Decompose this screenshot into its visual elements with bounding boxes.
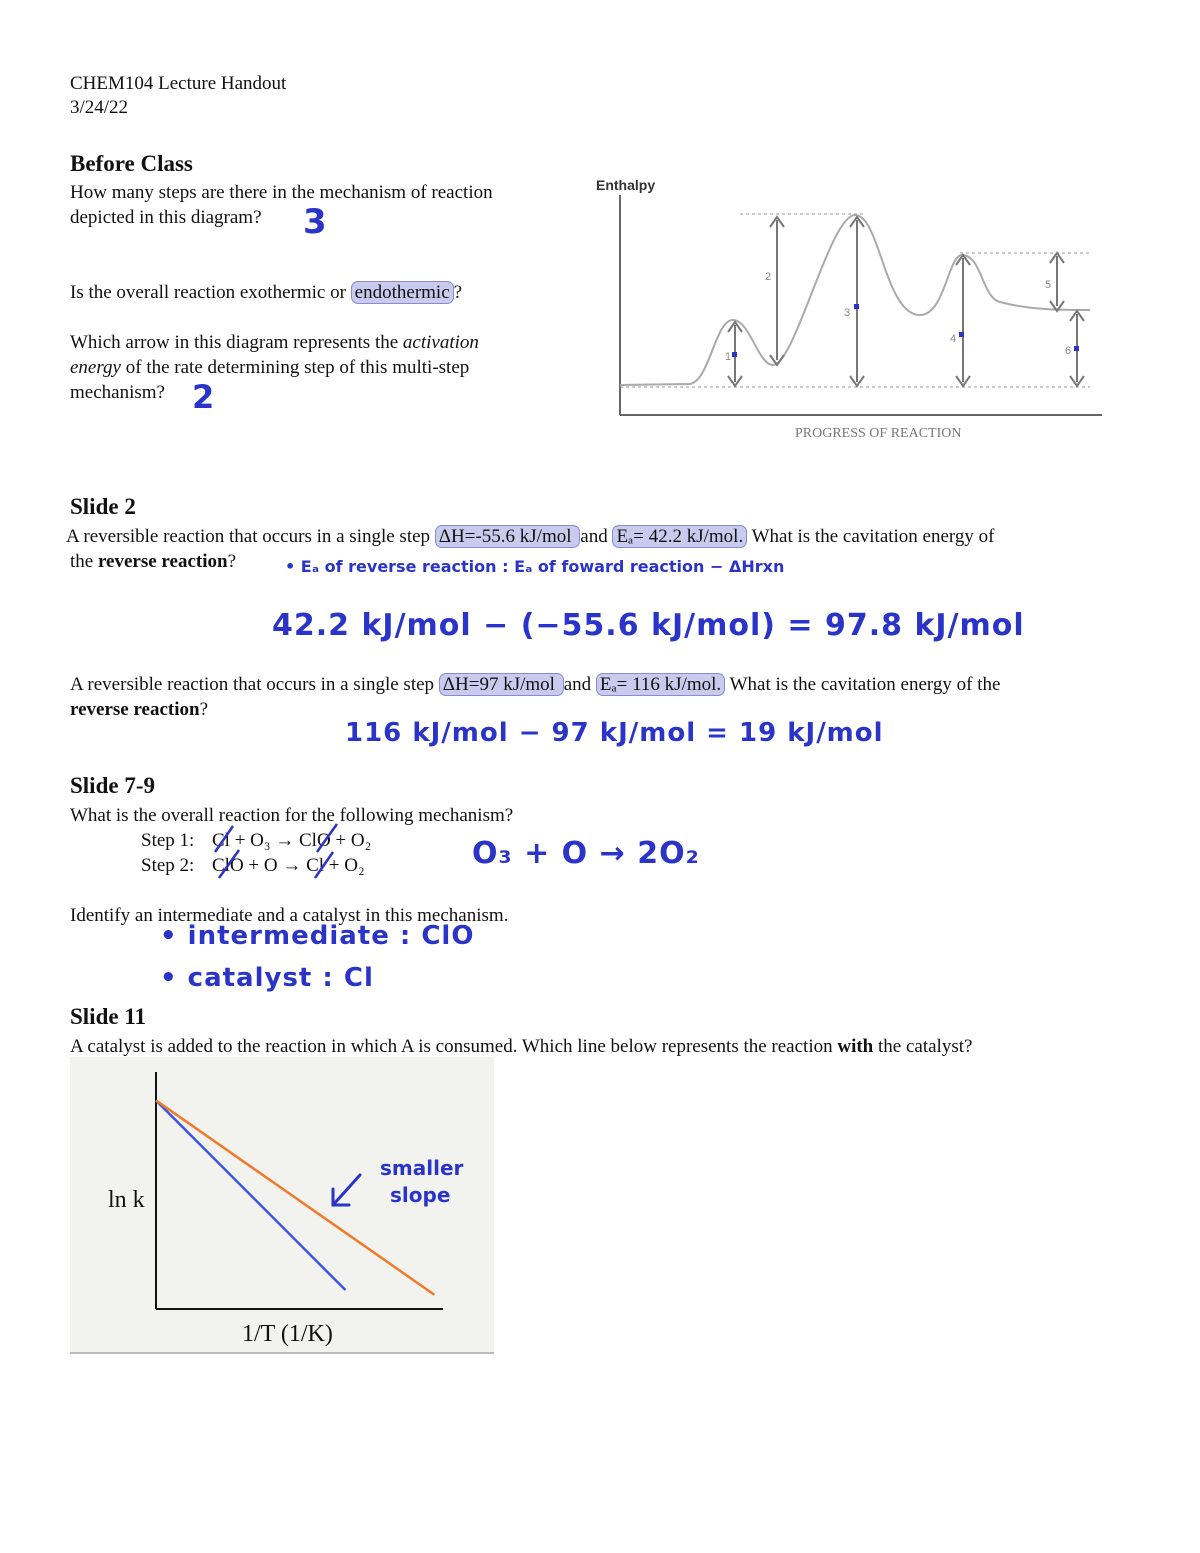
- q1-line2: depicted in this diagram?: [70, 207, 262, 228]
- step2-label: Step 2:: [141, 855, 195, 876]
- section-slide-7-9: Slide 7-9: [70, 773, 155, 798]
- step1-label: Step 1:: [141, 830, 195, 851]
- q1-handwritten-answer: 3: [303, 202, 328, 242]
- q2-text: Is the overall reaction exothermic or endothermic ?: [70, 282, 463, 303]
- step2-equation: ClO + O → Cl + O₂: [212, 855, 365, 876]
- slide2-q1-line1: A reversible reaction that occurs in a single step ΔH=-55.6 kJ/mol and Eₐ= 42.2 kJ/mol. What is the cavitation energy of: [66, 526, 995, 547]
- catalyst-answer: • catalyst : Cl: [160, 963, 374, 993]
- slide2-q2-handwritten-answer: 116 kJ/mol − 97 kJ/mol = 19 kJ/mol: [345, 718, 884, 748]
- slide2-handwritten-note: • Eₐ of reverse reaction : Eₐ of foward reaction − ΔHrxn: [285, 557, 785, 576]
- q1-line1: How many steps are there in the mechanism of reaction: [70, 182, 493, 203]
- section-before-class: Before Class: [70, 151, 193, 176]
- step1-equation: Cl + O₃ → ClO + O₂: [212, 830, 372, 851]
- slide2-q1-handwritten-answer: 42.2 kJ/mol − (−55.6 kJ/mol) = 97.8 kJ/mol: [272, 608, 1025, 643]
- arrow-label-1: 1: [725, 351, 732, 363]
- arrow-label-4: 4: [950, 333, 957, 345]
- slide2-q1-line2: the reverse reaction?: [70, 551, 237, 572]
- chart-y-label: ln k: [108, 1187, 145, 1213]
- overall-reaction-answer: O₃ + O → 2O₂: [472, 836, 700, 871]
- arrhenius-chart: [70, 1057, 494, 1354]
- slide11-question: A catalyst is added to the reaction in which A is consumed. Which line below represents the reaction with the catalyst?: [70, 1036, 973, 1057]
- course-title: CHEM104 Lecture Handout: [70, 73, 287, 94]
- intermediate-answer: • intermediate : ClO: [160, 921, 475, 951]
- q3-line1: Which arrow in this diagram represents the activation: [70, 332, 479, 353]
- cancel-marks: [205, 822, 355, 882]
- arrow-label-6: 6: [1065, 345, 1072, 357]
- highlight-ea-1: Eₐ= 42.2 kJ/mol.: [612, 525, 747, 548]
- highlight-dh-1: ΔH=-55.6 kJ/mol: [435, 525, 580, 548]
- arrow-label-5: 5: [1045, 279, 1052, 291]
- series-line-blue: [156, 1100, 345, 1290]
- arrhenius-chart-svg: [70, 1057, 494, 1352]
- slide2-q2-line2: reverse reaction?: [70, 699, 209, 720]
- enthalpy-axis-label: Enthalpy: [596, 177, 656, 193]
- highlight-endothermic: endothermic: [351, 281, 454, 304]
- q3-handwritten-answer: 2: [192, 378, 216, 416]
- arrow-label-2: 2: [765, 271, 772, 283]
- enthalpy-curve: [620, 215, 1090, 385]
- progress-axis-label: PROGRESS OF REACTION: [795, 426, 962, 441]
- arrow-label-3: 3: [844, 307, 851, 319]
- chart-x-label: 1/T (1/K): [242, 1321, 333, 1347]
- slide79-question: What is the overall reaction for the following mechanism?: [70, 805, 514, 826]
- handwritten-arrow-icon: [333, 1175, 360, 1205]
- section-slide-2: Slide 2: [70, 494, 136, 519]
- annotation-smaller: smaller: [380, 1156, 464, 1180]
- handout-date: 3/24/22: [70, 97, 129, 118]
- highlight-ea-2: Eₐ= 116 kJ/mol.: [596, 673, 725, 696]
- slide2-q2-line1: A reversible reaction that occurs in a single step ΔH=97 kJ/mol and Eₐ= 116 kJ/mol. What is the cavitation energy of the: [70, 674, 1001, 695]
- q3-line3: mechanism?: [70, 382, 165, 403]
- section-slide-11: Slide 11: [70, 1004, 147, 1029]
- annotation-slope: slope: [390, 1183, 451, 1207]
- enthalpy-diagram: [590, 170, 1110, 450]
- q3-line2: energy of the rate determining step of this multi-step: [70, 357, 470, 378]
- slide79-identify: Identify an intermediate and a catalyst in this mechanism.: [70, 905, 509, 926]
- highlight-dh-2: ΔH=97 kJ/mol: [439, 673, 564, 696]
